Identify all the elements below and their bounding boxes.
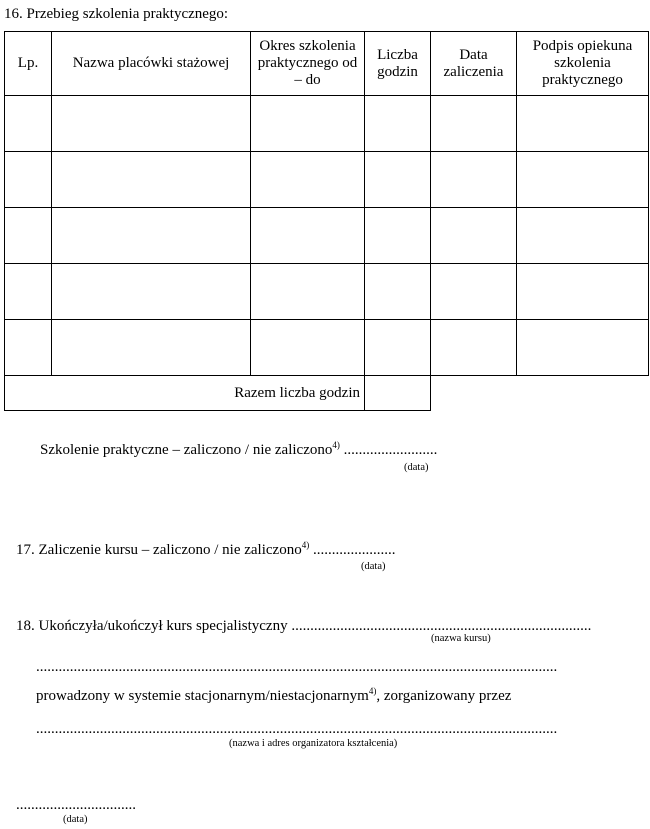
header-data: Data zaliczenia [431, 32, 517, 96]
cell-nazwa[interactable] [52, 208, 251, 264]
course-name-continuation-field[interactable]: ........................................................................................................................................... [36, 659, 558, 675]
cell-okres[interactable] [251, 264, 365, 320]
cell-podpis[interactable] [517, 152, 649, 208]
cell-liczba[interactable] [365, 264, 431, 320]
cell-podpis[interactable] [517, 320, 649, 376]
course-name-caption: (nazwa kursu) [431, 633, 491, 644]
total-hours-cell[interactable] [365, 376, 431, 411]
organizer-caption: (nazwa i adres organizatora kształcenia) [229, 738, 398, 749]
footnote-ref: 4) [301, 540, 310, 550]
final-date-caption: (data) [63, 814, 88, 825]
total-label: Razem liczba godzin [5, 376, 365, 411]
cell-data[interactable] [431, 152, 517, 208]
header-okres: Okres szkolenia praktycznego od – do [251, 32, 365, 96]
cell-nazwa[interactable] [52, 96, 251, 152]
cell-data[interactable] [431, 320, 517, 376]
header-liczba: Liczba godzin [365, 32, 431, 96]
table-row [5, 96, 649, 152]
cell-lp[interactable] [5, 320, 52, 376]
course-result-date-caption: (data) [361, 561, 386, 572]
footnote-ref: 4) [332, 440, 340, 450]
section-17-course-result [16, 541, 395, 559]
table-header-row [5, 32, 649, 96]
footnote-ref: 4) [368, 686, 377, 696]
system-label: prowadzony w systemie stacjonarnym/niestacjonarnym [36, 688, 369, 704]
table-total-row [5, 376, 649, 411]
table-row [5, 208, 649, 264]
cell-podpis[interactable] [517, 264, 649, 320]
cell-podpis[interactable] [517, 208, 649, 264]
cell-lp[interactable] [5, 264, 52, 320]
practical-training-result [40, 441, 437, 459]
final-date-field[interactable]: ................................ [16, 797, 136, 813]
cell-lp[interactable] [5, 152, 52, 208]
cell-okres[interactable] [251, 208, 365, 264]
table-row [5, 152, 649, 208]
header-nazwa: Nazwa placówki stażowej [52, 32, 251, 96]
cell-data[interactable] [431, 264, 517, 320]
practical-result-date-field[interactable]: ......................... [339, 442, 438, 458]
cell-lp[interactable] [5, 208, 52, 264]
practical-result-label: Szkolenie praktyczne – zaliczono / nie zaliczono [40, 442, 333, 458]
cell-liczba[interactable] [365, 152, 431, 208]
cell-okres[interactable] [251, 320, 365, 376]
empty-area [431, 376, 649, 411]
cell-okres[interactable] [251, 152, 365, 208]
cell-data[interactable] [431, 96, 517, 152]
training-table [4, 31, 649, 411]
system-line [36, 687, 511, 705]
cell-nazwa[interactable] [52, 152, 251, 208]
cell-lp[interactable] [5, 96, 52, 152]
header-lp: Lp. [5, 32, 52, 96]
header-podpis: Podpis opiekuna szkolenia praktycznego [517, 32, 649, 96]
cell-okres[interactable] [251, 96, 365, 152]
section-16-title: 16. Przebieg szkolenia praktycznego: [4, 6, 229, 22]
course-result-date-field[interactable]: ...................... [309, 542, 396, 558]
cell-nazwa[interactable] [52, 264, 251, 320]
table-row [5, 264, 649, 320]
course-result-label: 17. Zaliczenie kursu – zaliczono / nie zaliczono [16, 542, 302, 558]
practical-result-date-caption: (data) [404, 462, 429, 473]
cell-nazwa[interactable] [52, 320, 251, 376]
organizer-field[interactable]: ........................................................................................................................................... [36, 721, 558, 737]
cell-liczba[interactable] [365, 208, 431, 264]
table-row [5, 320, 649, 376]
section-18-completion-line[interactable]: 18. Ukończyła/ukończył kurs specjalistyczny ................................................................................ [16, 618, 592, 634]
cell-podpis[interactable] [517, 96, 649, 152]
organized-by-label: , zorganizowany przez [376, 688, 512, 704]
cell-liczba[interactable] [365, 96, 431, 152]
cell-data[interactable] [431, 208, 517, 264]
cell-liczba[interactable] [365, 320, 431, 376]
